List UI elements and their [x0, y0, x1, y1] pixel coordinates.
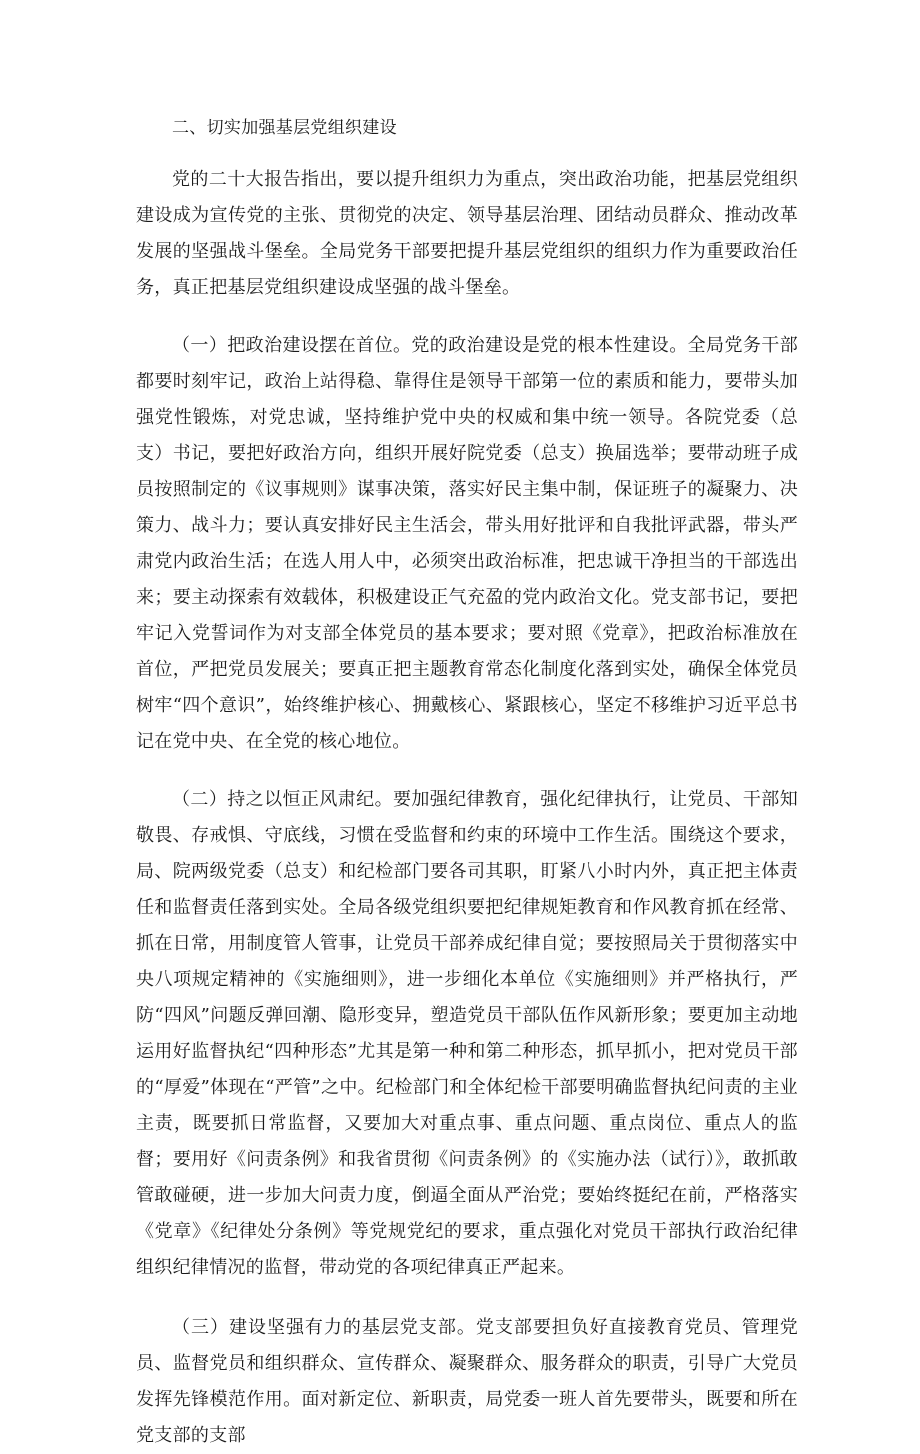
paragraph-discipline: （二）持之以恒正风肃纪。要加强纪律教育，强化纪律执行，让党员、干部知敬畏、存戒惧、守底线，习惯在受监督和约束的环境中工作生活。围绕这个要求，局、院两级党委（总支）和纪检部门要各司其职，盯紧八小时内外，真正把主体责任和监督责任落到实处。全局各级党组织要把纪律规矩教育和作风教育抓在经常、抓在日常，用制度管人管事，让党员干部养成纪律自觉；要按照局关于贯彻落实中央八项规定精神的《实施细则》，进一步细化本单位《实施细则》并严格执行，严防“四风”问题反弹回潮、隐形变异，塑造党员干部队伍作风新形象；要更加主动地运用好监督执纪“四种形态”尤其是第一种和第二种形态，抓早抓小，把对党员干部的“厚爱”体现在“严管”之中。纪检部门和全体纪检干部要明确监督执纪问责的主业主责，既要抓日常监督，又要加大对重点事、重点问题、重点岗位、重点人的监督；要用好《问责条例》和我省贯彻《问责条例》的《实施办法（试行）》，敢抓敢管敢碰硬，进一步加大问责力度，倒逼全面从严治党；要始终挺纪在前，严格落实《党章》《纪律处分条例》等党规党纪的要求，重点强化对党员干部执行政治纪律组织纪律情况的监督，带动党的各项纪律真正严起来。: [136, 789, 798, 1278]
section-heading: 二、切实加强基层党组织建设: [172, 118, 397, 138]
paragraph-political-building: （一）把政治建设摆在首位。党的政治建设是党的根本性建设。全局党务干部都要时刻牢记，政治上站得稳、靠得住是领导干部第一位的素质和能力，要带头加强党性锻炼，对党忠诚，坚持维护党中央的权威和集中统一领导。各院党委（总支）书记，要把好政治方向，组织开展好院党委（总支）换届选举；要带动班子成员按照制定的《议事规则》谋事决策，落实好民主集中制，保证班子的凝聚力、决策力、战斗力；要认真安排好民主生活会，带头用好批评和自我批评武器，带头严肃党内政治生活；在选人用人中，必须突出政治标准，把忠诚干净担当的干部选出来；要主动探索有效载体，积极建设正气充盈的党内政治文化。党支部书记，要把牢记入党誓词作为对支部全体党员的基本要求；要对照《党章》，把政治标准放在首位，严把党员发展关；要真正把主题教育常态化制度化落到实处，确保全体党员树牢“四个意识”，始终维护核心、拥戴核心、紧跟核心，坚定不移维护习近平总书记在党中央、在全党的核心地位。: [136, 335, 798, 752]
paragraph-intro: 党的二十大报告指出，要以提升组织力为重点，突出政治功能，把基层党组织建设成为宣传党的主张、贯彻党的决定、领导基层治理、团结动员群众、推动改革发展的坚强战斗堡垒。全局党务干部要把提升基层党组织的组织力作为重要政治任务，真正把基层党组织建设成坚强的战斗堡垒。: [136, 169, 798, 298]
paragraph-branch-building: （三）建设坚强有力的基层党支部。党支部要担负好直接教育党员、管理党员、监督党员和组织群众、宣传群众、凝聚群众、服务群众的职责，引导广大党员发挥先锋模范作用。面对新定位、新职责，局党委一班人首先要带头，既要和所在党支部的支部: [136, 1317, 798, 1446]
document-body: [136, 110, 798, 1454]
